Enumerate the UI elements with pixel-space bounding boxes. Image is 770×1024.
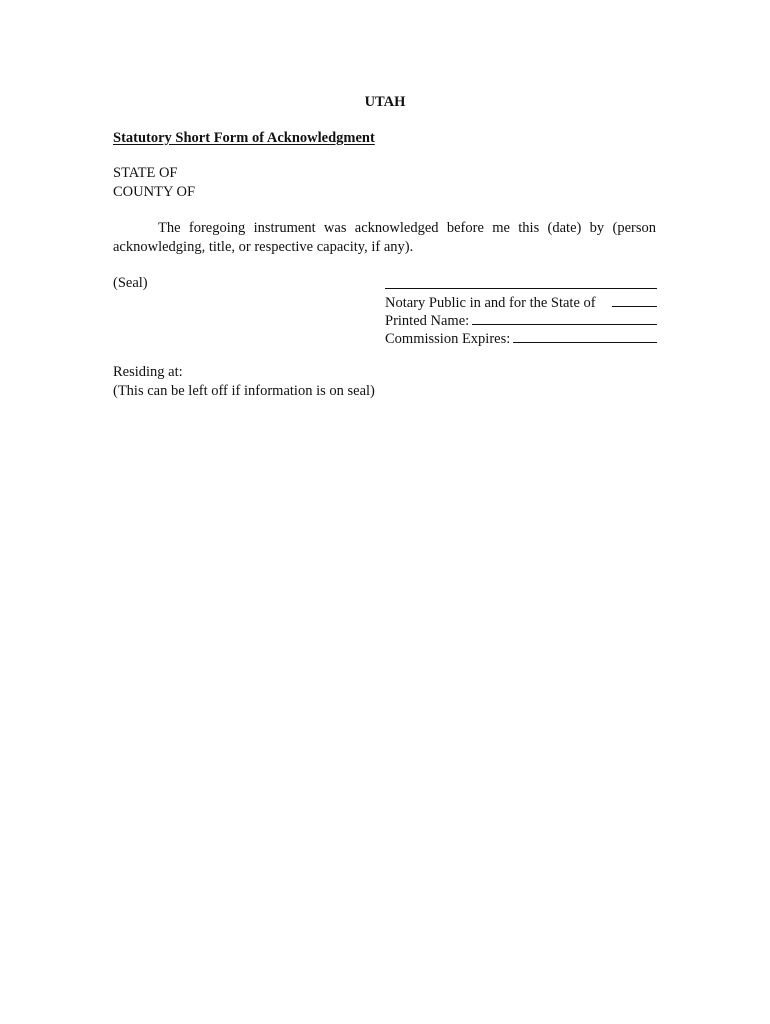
document-title: UTAH (364, 94, 406, 110)
commission-expires-label: Commission Expires: (385, 331, 511, 347)
residing-at-label: Residing at: (113, 364, 183, 380)
notary-signature-line[interactable] (385, 288, 657, 289)
state-of-label: STATE OF (113, 165, 178, 181)
document-subtitle: Statutory Short Form of Acknowledgment (113, 130, 375, 146)
commission-expires-blank[interactable] (513, 328, 657, 343)
printed-name-label: Printed Name: (385, 313, 470, 329)
seal-label: (Seal) (113, 275, 148, 291)
notary-public-label: Notary Public in and for the State of (385, 295, 596, 311)
county-of-label: COUNTY OF (113, 184, 196, 200)
printed-name-blank[interactable] (472, 310, 657, 325)
notary-state-blank[interactable] (612, 292, 657, 307)
acknowledgment-paragraph: The foregoing instrument was acknowledged before me this (date) by (person acknowledging, title, or respective capacity, if any). (113, 220, 656, 255)
commission-expires-row (385, 328, 657, 349)
residing-note: (This can be left off if information is on seal) (113, 383, 375, 399)
